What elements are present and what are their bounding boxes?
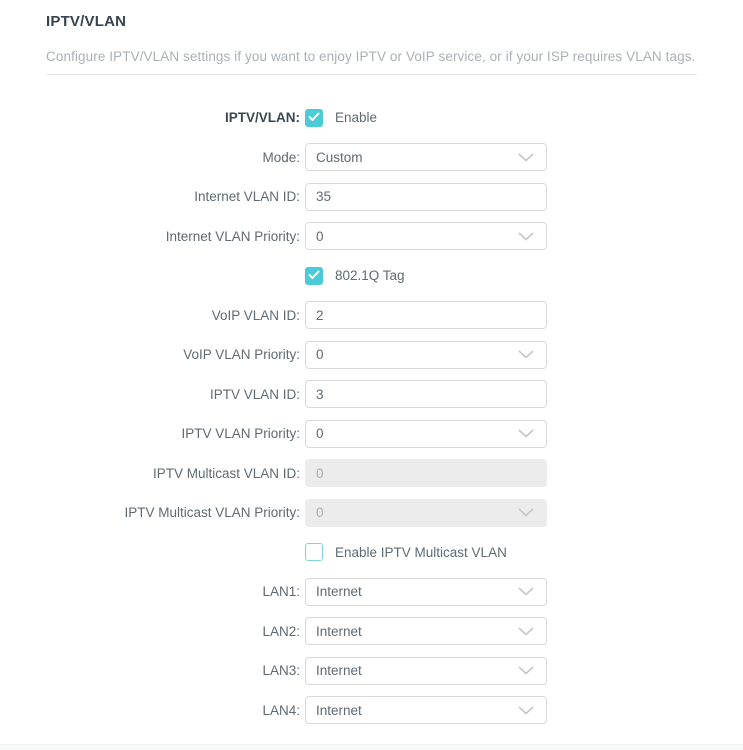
chevron-down-icon [518, 587, 534, 596]
checkbox-label: 802.1Q Tag [335, 268, 405, 284]
chevron-down-icon [518, 706, 534, 715]
lan3-select[interactable] [305, 657, 547, 685]
mode-select[interactable] [305, 143, 547, 171]
lan4-select[interactable] [305, 696, 547, 724]
chevron-down-icon [518, 232, 534, 241]
field-label: IPTV/VLAN: [224, 110, 300, 126]
form-row-internet-vlan-priority [0, 217, 743, 257]
field-label: VoIP VLAN ID: [211, 307, 300, 323]
field-label: LAN3: [262, 663, 300, 679]
lan2-select[interactable] [305, 617, 547, 645]
chevron-down-icon [518, 666, 534, 675]
iptv-multicast-vlan-id-input [305, 459, 547, 487]
checkbox-label: Enable IPTV Multicast VLAN [335, 544, 507, 560]
iptv-vlan-enable-checkbox[interactable] [305, 109, 323, 127]
field-label: Internet VLAN ID: [194, 189, 300, 205]
field-label: Internet VLAN Priority: [165, 228, 300, 244]
select-value: 0 [316, 505, 324, 521]
form-row-iptv-multicast-vlan-priority [0, 493, 743, 533]
8021q-tag-checkbox[interactable] [305, 267, 323, 285]
select-value: 0 [316, 426, 324, 442]
page-title: IPTV/VLAN [46, 13, 127, 30]
form-row-mode [0, 138, 743, 178]
form-row-voip-vlan-priority [0, 335, 743, 375]
form-row-iptv-vlan-id [0, 375, 743, 415]
form-row-voip-vlan-id [0, 296, 743, 336]
select-value: 0 [316, 347, 324, 363]
checkmark-icon [308, 267, 320, 285]
field-label: Mode: [262, 149, 300, 165]
form-row-internet-vlan-id [0, 177, 743, 217]
voip-vlan-id-input[interactable] [305, 301, 547, 329]
field-label: IPTV VLAN ID: [209, 386, 300, 402]
iptv-vlan-id-input[interactable] [305, 380, 547, 408]
page-header [0, 0, 743, 64]
page-description: Configure IPTV/VLAN settings if you want to enjoy IPTV or VoIP service, or if your ISP requires VLAN tags. [46, 49, 696, 64]
select-value: Internet [316, 584, 362, 600]
form-row-lan2 [0, 612, 743, 652]
next-section-edge [0, 744, 743, 750]
form-row-iptv-vlan-priority [0, 414, 743, 454]
lan1-select[interactable] [305, 578, 547, 606]
voip-vlan-priority-select[interactable] [305, 341, 547, 369]
select-value: Internet [316, 623, 362, 639]
chevron-down-icon [518, 153, 534, 162]
field-label: IPTV Multicast VLAN ID: [152, 465, 300, 481]
form-row-enable [0, 98, 743, 138]
field-label: LAN2: [262, 623, 300, 639]
enable-iptv-multicast-vlan-checkbox[interactable] [305, 543, 323, 561]
select-value: Custom [316, 149, 363, 165]
form-row-lan1 [0, 572, 743, 612]
form-row-lan3 [0, 651, 743, 691]
chevron-down-icon [518, 627, 534, 636]
checkmark-icon [308, 109, 320, 127]
iptv-vlan-priority-select[interactable] [305, 420, 547, 448]
field-label: LAN1: [262, 584, 300, 600]
iptv-vlan-form [0, 75, 743, 730]
iptv-multicast-vlan-priority-select [305, 499, 547, 527]
form-row-8021q-tag [0, 256, 743, 296]
field-label: LAN4: [262, 702, 300, 718]
form-row-lan4 [0, 691, 743, 731]
field-label: IPTV Multicast VLAN Priority: [124, 505, 300, 521]
field-label: VoIP VLAN Priority: [183, 347, 300, 363]
checkbox-label: Enable [335, 110, 378, 126]
internet-vlan-id-input[interactable] [305, 183, 547, 211]
chevron-down-icon [518, 350, 534, 359]
form-row-iptv-multicast-vlan-id [0, 454, 743, 494]
chevron-down-icon [518, 508, 534, 517]
form-row-enable-multicast [0, 533, 743, 573]
select-value: Internet [316, 702, 362, 718]
internet-vlan-priority-select[interactable] [305, 222, 547, 250]
field-label: IPTV VLAN Priority: [181, 426, 300, 442]
chevron-down-icon [518, 429, 534, 438]
select-value: 0 [316, 228, 324, 244]
select-value: Internet [316, 663, 362, 679]
